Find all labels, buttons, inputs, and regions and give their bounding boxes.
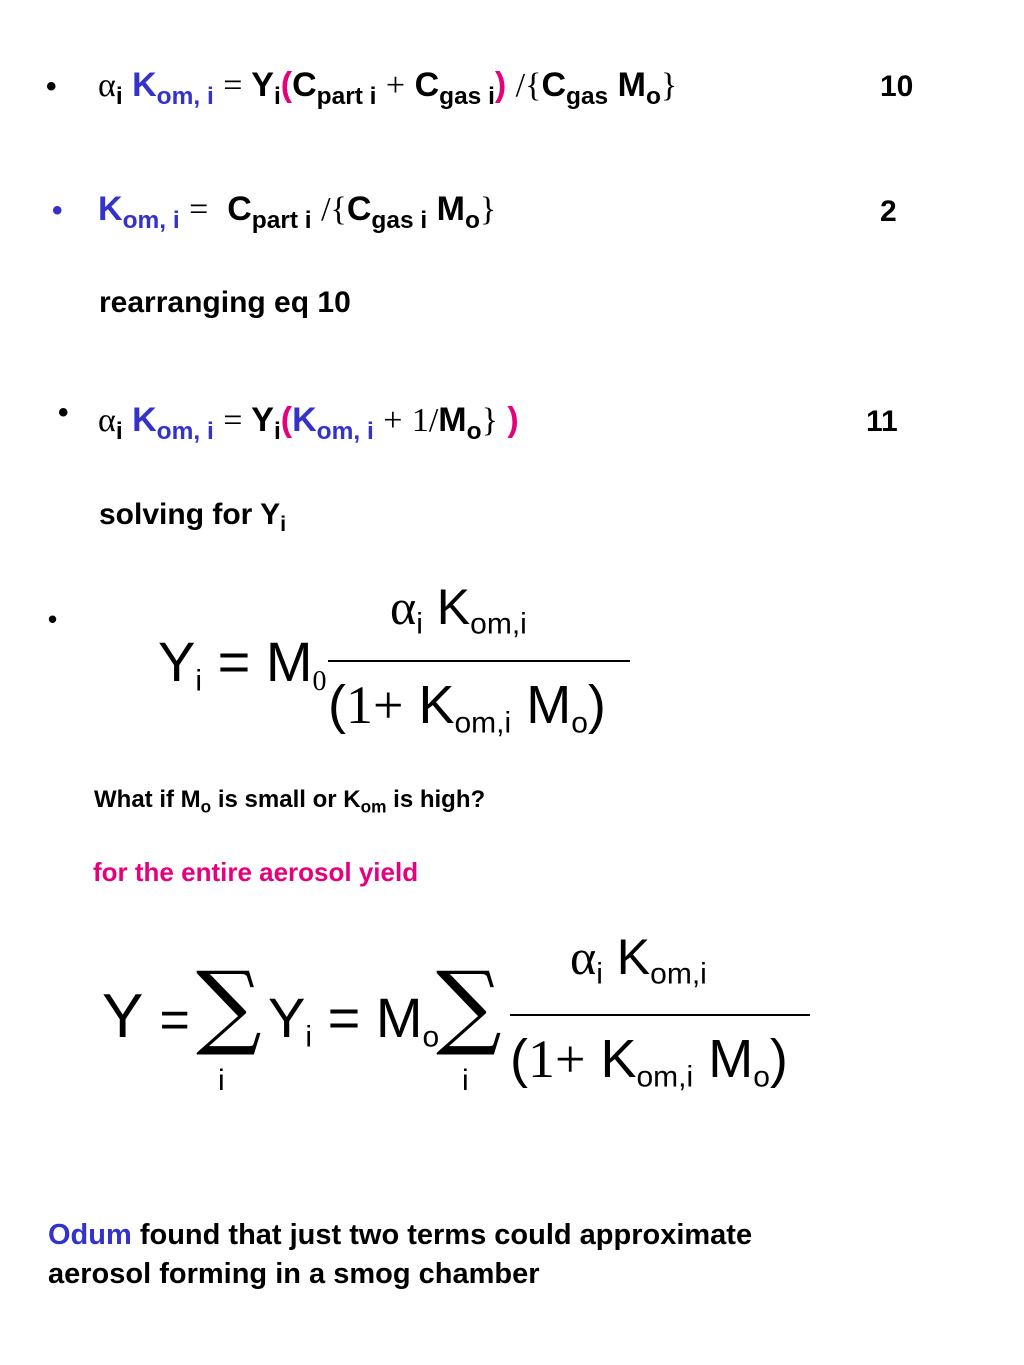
footer-text: Odum found that just two terms could approximate aerosol forming in a smog chamber (48, 1219, 753, 1291)
equation-total-lhs: Y = (102, 982, 190, 1051)
sigma-subscript: i (462, 1064, 469, 1097)
question-text: What if $M_o$ is small or $K_{om}$ is high? (94, 786, 486, 817)
equation-total-middle: $Y_i = M_o$ (268, 986, 440, 1054)
solving-text: solving for $Y_i$ (99, 498, 287, 536)
bullet-eq2: • (52, 194, 63, 227)
bullet-eq11: • (58, 396, 69, 429)
equation-11: $\alpha_i$ $K_{om, i} = Y_i(K_{om, i} + 1/M_o\}$ ) (98, 401, 519, 445)
equation-number-2: 2 (880, 195, 897, 228)
fraction-bar (510, 1014, 810, 1016)
fraction-bar (328, 660, 630, 662)
equation-10: $\alpha_i$ $K_{om, i} = Y_i(C_{part i} + C_{gas i})$ $/\{C_{gas}$ $M_o$} (98, 66, 678, 110)
rearranging-text: rearranging eq 10 (99, 286, 351, 319)
sigma-subscript: i (218, 1064, 225, 1097)
entire-yield-text: for the entire aerosol yield (93, 857, 419, 887)
equation-total-fraction (510, 928, 810, 1098)
equation-total-denominator: ($1+ K_{om,i}$ $M_o$) (510, 1029, 788, 1094)
bullet-eq10: • (46, 70, 57, 103)
equation-2: $K_{om, i} = C_{part i}$ $/\{C_{gas i}$ $M_o$} (98, 190, 497, 234)
sigma-icon: ∑ (436, 952, 502, 1059)
equation-yi-lhs: $Y_i = M_0$ (158, 630, 327, 698)
equation-yi-denominator: ($1+ K_{om,i}$ $M_o$) (328, 675, 606, 740)
sigma-icon: ∑ (196, 952, 262, 1059)
equation-total-numerator: $\alpha_i$ $K_{om,i}$ (570, 929, 707, 991)
equation-number-10: 10 (880, 70, 914, 103)
bullet-eq-yi: • (48, 604, 58, 634)
equation-yi-fraction (328, 579, 630, 752)
odum-highlight: Odum (48, 1219, 132, 1251)
equation-yi-numerator: $\alpha_i$ $K_{om,i}$ (390, 579, 527, 641)
equation-number-11: 11 (866, 405, 898, 438)
